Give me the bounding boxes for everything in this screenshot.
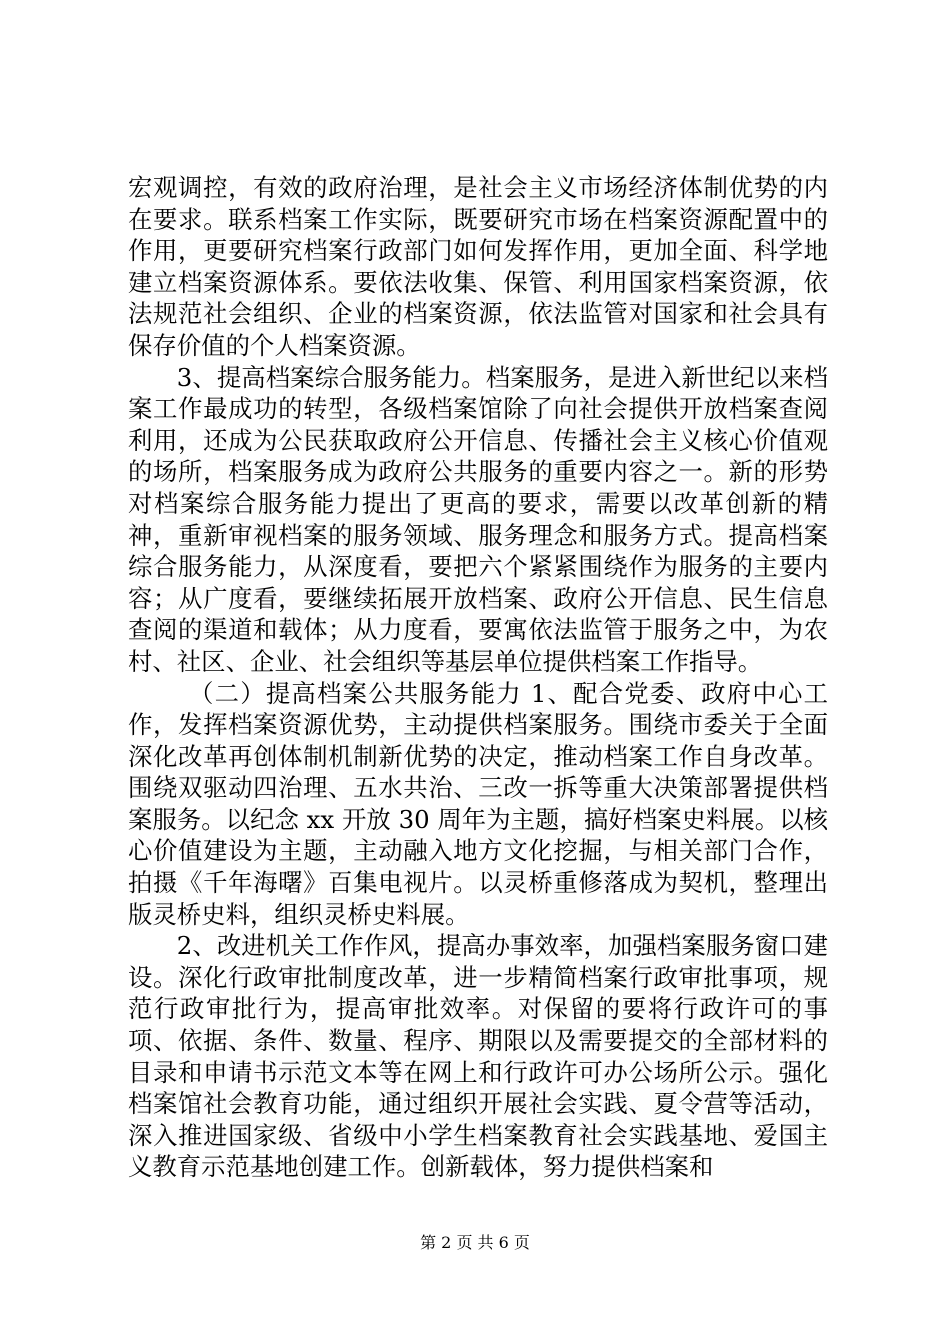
paragraph-4: 2、改进机关工作作风，提高办事效率，加强档案服务窗口建设。深化行政审批制度改革，进一步精简档案行政审批事项，规范行政审批行为，提高审批效率。对保留的要将行政许可的事项、依据、条件、数量、程序、期限以及需要提交的全部材料的目录和申请书示范文本等在网上和行政许可办公场所公示。强化档案馆社会教育功能，通过组织开展社会实践、夏令营等活动，深入推进国家级、省级中小学生档案教育社会实践基地、爱国主义教育示范基地创建工作。创新载体，努力提供档案和 bbox=[128, 931, 828, 1182]
document-body bbox=[128, 172, 828, 1183]
page-footer: 第 2 页 共 6 页 bbox=[420, 1233, 530, 1252]
paragraph-1: 宏观调控，有效的政府治理，是社会主义市场经济体制优势的内在要求。联系档案工作实际，既要研究市场在档案资源配置中的作用，更要研究档案行政部门如何发挥作用，更加全面、科学地建立档案资源体系。要依法收集、保管、利用国家档案资源，依法规范社会组织、企业的档案资源，依法监管对国家和社会具有保存价值的个人档案资源。 bbox=[128, 173, 828, 360]
paragraph-2: 3、提高档案综合服务能力。档案服务，是进入新世纪以来档案工作最成功的转型，各级档案馆除了向社会提供开放档案查阅利用，还成为公民获取政府公开信息、传播社会主义核心价值观的场所，档案服务成为政府公共服务的重要内容之一。新的形势对档案综合服务能力提出了更高的要求，需要以改革创新的精神，重新审视档案的服务领域、服务理念和服务方式。提高档案综合服务能力，从深度看，要把六个紧紧围绕作为服务的主要内容；从广度看，要继续拓展开放档案、政府公开信息、民生信息查阅的渠道和载体；从力度看，要寓依法监管于服务之中，为农村、社区、企业、社会组织等基层单位提供档案工作指导。 bbox=[128, 362, 828, 676]
paragraph-3: （二）提高档案公共服务能力 1、配合党委、政府中心工作，发挥档案资源优势，主动提供档案服务。围绕市委关于全面深化改革再创体制机制新优势的决定，推动档案工作自身改革。围绕双驱动四治理、五水共治、三改一拆等重大决策部署提供档案服务。以纪念 xx 开放 30 周年为主题，搞好档案史料展。以核心价值建设为主题，主动融入地方文化挖掘，与相关部门合作，拍摄《千年海曙》百集电视片。以灵桥重修落成为契机，整理出版灵桥史料，组织灵桥史料展。 bbox=[128, 678, 828, 929]
